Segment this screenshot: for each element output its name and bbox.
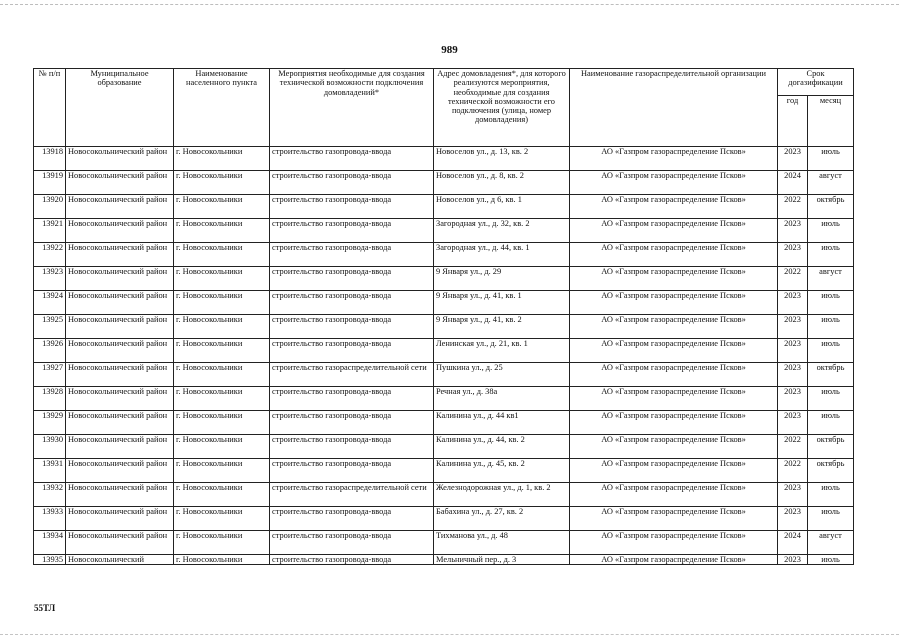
cell-address: Загородная ул., д. 44, кв. 1: [434, 243, 570, 267]
header-measures: Мероприятия необходимые для создания технической возможности подключения домовладений*: [270, 69, 434, 147]
cell-measure: строительство газопровода-ввода: [270, 435, 434, 459]
table-row: [34, 243, 854, 267]
cell-month: июль: [808, 411, 854, 435]
cell-measure: строительство газопровода-ввода: [270, 555, 434, 565]
cell-municipality: Новосокольнический район: [66, 243, 174, 267]
cell-num: 13925: [34, 315, 66, 339]
cell-num: 13926: [34, 339, 66, 363]
cell-year: 2023: [778, 483, 808, 507]
table-row: [34, 315, 854, 339]
cell-org: АО «Газпром газораспределение Псков»: [570, 195, 778, 219]
cell-address: 9 Января ул., д. 41, кв. 2: [434, 315, 570, 339]
cell-settlement: г. Новосокольники: [174, 339, 270, 363]
cell-measure: строительство газопровода-ввода: [270, 147, 434, 171]
cell-month: июль: [808, 147, 854, 171]
cell-measure: строительство газопровода-ввода: [270, 531, 434, 555]
header-address: Адрес домовладения*, для которого реализуются мероприятия, необходимые для создания технической возможности его подключения (улица, номер домовладения): [434, 69, 570, 147]
cell-num: 13927: [34, 363, 66, 387]
header-term: Срок догазификации: [778, 69, 854, 96]
cell-org: АО «Газпром газораспределение Псков»: [570, 339, 778, 363]
cell-municipality: Новосокольнический: [66, 555, 174, 565]
cell-address: 9 Января ул., д. 29: [434, 267, 570, 291]
cell-settlement: г. Новосокольники: [174, 459, 270, 483]
gasification-table: [33, 68, 854, 565]
table-row: [34, 459, 854, 483]
cell-measure: строительство газопровода-ввода: [270, 267, 434, 291]
cell-num: 13933: [34, 507, 66, 531]
cell-num: 13930: [34, 435, 66, 459]
cell-num: 13931: [34, 459, 66, 483]
cell-year: 2023: [778, 363, 808, 387]
cell-settlement: г. Новосокольники: [174, 483, 270, 507]
cell-settlement: г. Новосокольники: [174, 315, 270, 339]
cell-measure: строительство газопровода-ввода: [270, 195, 434, 219]
cell-address: Железнодорожная ул., д. 1, кв. 2: [434, 483, 570, 507]
cell-municipality: Новосокольнический район: [66, 363, 174, 387]
table-row: [34, 171, 854, 195]
cell-settlement: г. Новосокольники: [174, 243, 270, 267]
cell-num: 13919: [34, 171, 66, 195]
cell-num: 13929: [34, 411, 66, 435]
cell-org: АО «Газпром газораспределение Псков»: [570, 147, 778, 171]
cell-settlement: г. Новосокольники: [174, 147, 270, 171]
cell-address: Мельничный пер., д. 3: [434, 555, 570, 565]
cell-measure: строительство газопровода-ввода: [270, 459, 434, 483]
cell-num: 13935: [34, 555, 66, 565]
cell-org: АО «Газпром газораспределение Псков»: [570, 363, 778, 387]
cell-measure: строительство газопровода-ввода: [270, 387, 434, 411]
cell-measure: строительство газопровода-ввода: [270, 219, 434, 243]
cell-address: Загородная ул., д. 32, кв. 2: [434, 219, 570, 243]
cell-month: июль: [808, 507, 854, 531]
cell-settlement: г. Новосокольники: [174, 363, 270, 387]
cell-address: Новоселов ул., д. 8, кв. 2: [434, 171, 570, 195]
cell-settlement: г. Новосокольники: [174, 171, 270, 195]
table-row: [34, 267, 854, 291]
cell-year: 2023: [778, 147, 808, 171]
cell-municipality: Новосокольнический район: [66, 459, 174, 483]
cell-municipality: Новосокольнический район: [66, 291, 174, 315]
cell-municipality: Новосокольнический район: [66, 411, 174, 435]
cell-month: август: [808, 171, 854, 195]
cell-month: октябрь: [808, 195, 854, 219]
table-row: [34, 291, 854, 315]
cell-org: АО «Газпром газораспределение Псков»: [570, 507, 778, 531]
cell-settlement: г. Новосокольники: [174, 507, 270, 531]
cell-address: Калинина ул., д. 45, кв. 2: [434, 459, 570, 483]
cell-measure: строительство газопровода-ввода: [270, 315, 434, 339]
cell-num: 13922: [34, 243, 66, 267]
cell-month: июль: [808, 291, 854, 315]
cell-measure: строительство газопровода-ввода: [270, 243, 434, 267]
cell-measure: строительство газораспределительной сети: [270, 363, 434, 387]
table-body: [34, 147, 854, 565]
cell-measure: строительство газопровода-ввода: [270, 291, 434, 315]
scan-edge-bottom: [0, 634, 899, 635]
cell-year: 2023: [778, 411, 808, 435]
cell-org: АО «Газпром газораспределение Псков»: [570, 483, 778, 507]
cell-municipality: Новосокольнический район: [66, 531, 174, 555]
cell-org: АО «Газпром газораспределение Псков»: [570, 411, 778, 435]
cell-year: 2023: [778, 507, 808, 531]
cell-settlement: г. Новосокольники: [174, 435, 270, 459]
cell-month: август: [808, 531, 854, 555]
cell-org: АО «Газпром газораспределение Псков»: [570, 435, 778, 459]
cell-year: 2023: [778, 315, 808, 339]
cell-municipality: Новосокольнический район: [66, 483, 174, 507]
cell-measure: строительство газопровода-ввода: [270, 411, 434, 435]
table-row: [34, 435, 854, 459]
cell-address: Ленинская ул., д. 21, кв. 1: [434, 339, 570, 363]
cell-month: октябрь: [808, 459, 854, 483]
table-row: [34, 363, 854, 387]
cell-org: АО «Газпром газораспределение Псков»: [570, 459, 778, 483]
cell-org: АО «Газпром газораспределение Псков»: [570, 171, 778, 195]
header-num: № п/п: [34, 69, 66, 147]
header-municipality: Муниципальное образование: [66, 69, 174, 147]
cell-org: АО «Газпром газораспределение Псков»: [570, 267, 778, 291]
cell-month: октябрь: [808, 435, 854, 459]
cell-measure: строительство газораспределительной сети: [270, 483, 434, 507]
table-header: [34, 69, 854, 147]
table-row: [34, 507, 854, 531]
table-row: [34, 147, 854, 171]
cell-municipality: Новосокольнический район: [66, 267, 174, 291]
cell-address: Новоселов ул., д 6, кв. 1: [434, 195, 570, 219]
cell-month: август: [808, 267, 854, 291]
cell-year: 2022: [778, 195, 808, 219]
cell-year: 2023: [778, 555, 808, 565]
cell-address: Калинина ул., д. 44, кв. 2: [434, 435, 570, 459]
cell-settlement: г. Новосокольники: [174, 411, 270, 435]
cell-municipality: Новосокольнический район: [66, 315, 174, 339]
cell-num: 13932: [34, 483, 66, 507]
cell-num: 13921: [34, 219, 66, 243]
cell-num: 13923: [34, 267, 66, 291]
cell-settlement: г. Новосокольники: [174, 291, 270, 315]
header-month: месяц: [808, 96, 854, 147]
cell-municipality: Новосокольнический район: [66, 507, 174, 531]
header-year: год: [778, 96, 808, 147]
cell-year: 2023: [778, 339, 808, 363]
table-row: [34, 339, 854, 363]
cell-municipality: Новосокольнический район: [66, 195, 174, 219]
cell-org: АО «Газпром газораспределение Псков»: [570, 315, 778, 339]
cell-org: АО «Газпром газораспределение Псков»: [570, 531, 778, 555]
cell-measure: строительство газопровода-ввода: [270, 171, 434, 195]
cell-year: 2023: [778, 291, 808, 315]
cell-org: АО «Газпром газораспределение Псков»: [570, 219, 778, 243]
cell-num: 13924: [34, 291, 66, 315]
cell-org: АО «Газпром газораспределение Псков»: [570, 243, 778, 267]
cell-settlement: г. Новосокольники: [174, 267, 270, 291]
cell-month: июль: [808, 555, 854, 565]
cell-address: Пушкина ул., д. 25: [434, 363, 570, 387]
cell-settlement: г. Новосокольники: [174, 555, 270, 565]
cell-address: Калинина ул., д. 44 кв1: [434, 411, 570, 435]
cell-municipality: Новосокольнический район: [66, 147, 174, 171]
cell-num: 13920: [34, 195, 66, 219]
cell-settlement: г. Новосокольники: [174, 531, 270, 555]
table-row: [34, 555, 854, 565]
cell-month: июль: [808, 243, 854, 267]
cell-year: 2024: [778, 171, 808, 195]
table-row: [34, 483, 854, 507]
cell-address: Тихманова ул., д. 48: [434, 531, 570, 555]
scan-edge-top: [0, 4, 899, 5]
cell-address: Речная ул., д. 38а: [434, 387, 570, 411]
cell-address: 9 Января ул., д. 41, кв. 1: [434, 291, 570, 315]
cell-num: 13928: [34, 387, 66, 411]
cell-settlement: г. Новосокольники: [174, 195, 270, 219]
cell-measure: строительство газопровода-ввода: [270, 507, 434, 531]
cell-month: июль: [808, 315, 854, 339]
header-settlement: Наименование населенного пункта: [174, 69, 270, 147]
cell-month: июль: [808, 387, 854, 411]
cell-address: Новоселов ул., д. 13, кв. 2: [434, 147, 570, 171]
cell-year: 2023: [778, 219, 808, 243]
cell-month: июль: [808, 219, 854, 243]
cell-year: 2023: [778, 387, 808, 411]
cell-municipality: Новосокольнический район: [66, 435, 174, 459]
cell-year: 2022: [778, 267, 808, 291]
header-org: Наименование газораспределительной организации: [570, 69, 778, 147]
table-row: [34, 195, 854, 219]
cell-year: 2022: [778, 435, 808, 459]
table-row: [34, 387, 854, 411]
table-row: [34, 219, 854, 243]
table-row: [34, 411, 854, 435]
table-row: [34, 531, 854, 555]
cell-org: АО «Газпром газораспределение Псков»: [570, 555, 778, 565]
cell-municipality: Новосокольнический район: [66, 219, 174, 243]
cell-measure: строительство газопровода-ввода: [270, 339, 434, 363]
cell-month: июль: [808, 339, 854, 363]
cell-org: АО «Газпром газораспределение Псков»: [570, 291, 778, 315]
cell-month: октябрь: [808, 363, 854, 387]
cell-address: Бабахина ул., д. 27, кв. 2: [434, 507, 570, 531]
footer-code: 55ТЛ: [34, 603, 56, 613]
cell-municipality: Новосокольнический район: [66, 339, 174, 363]
cell-year: 2023: [778, 243, 808, 267]
cell-year: 2022: [778, 459, 808, 483]
cell-org: АО «Газпром газораспределение Псков»: [570, 387, 778, 411]
cell-municipality: Новосокольнический район: [66, 387, 174, 411]
cell-settlement: г. Новосокольники: [174, 387, 270, 411]
cell-year: 2024: [778, 531, 808, 555]
cell-num: 13918: [34, 147, 66, 171]
cell-num: 13934: [34, 531, 66, 555]
cell-municipality: Новосокольнический район: [66, 171, 174, 195]
cell-settlement: г. Новосокольники: [174, 219, 270, 243]
page-number: 989: [441, 44, 458, 56]
cell-month: июль: [808, 483, 854, 507]
